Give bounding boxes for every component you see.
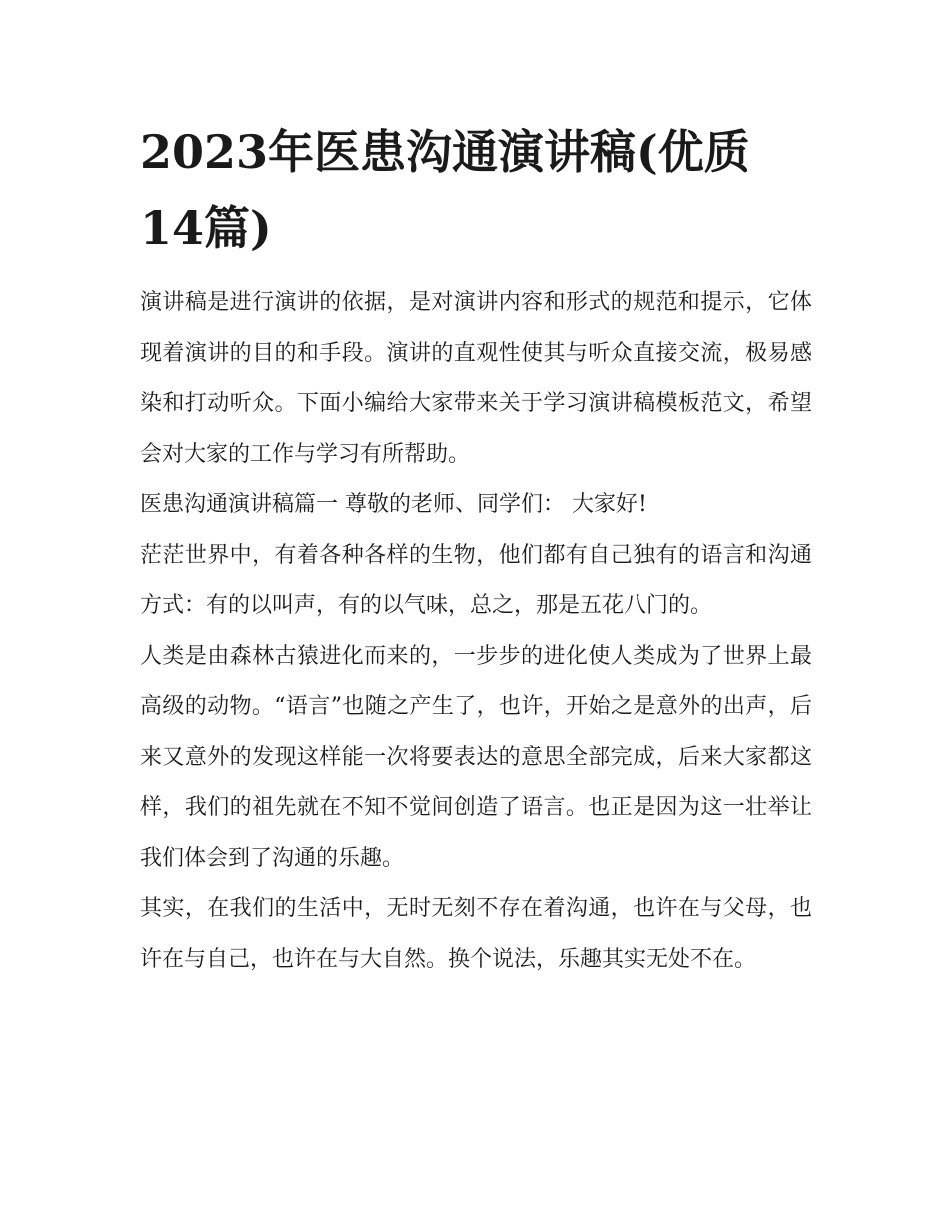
paragraph-body-2: 人类是由森林古猿进化而来的，一步步的进化使人类成为了世界上最高级的动物。“语言”也随之产生了，也许，开始之是意外的出声，后来又意外的发现这样能一次将要表达的意思全部完成，后来大家都这样，我们的祖先就在不知不觉间创造了语言。也正是因为这一壮举让我们体会到了沟通的乐趣。 bbox=[140, 643, 812, 871]
document-title: 2023年医患沟通演讲稿(优质14篇) bbox=[140, 125, 750, 255]
paragraph-body-3: 其实，在我们的生活中，无时无刻不存在着沟通，也许在与父母，也许在与自己，也许在与大自然。换个说法，乐趣其实无处不在。 bbox=[140, 896, 812, 972]
paragraph-body-1: 茫茫世界中，有着各种各样的生物，他们都有自己独有的语言和沟通方式：有的以叫声，有的以气味，总之，那是五花八门的。 bbox=[140, 542, 812, 618]
paragraph-salutation: 医患沟通演讲稿篇一 尊敬的老师、同学们： 大家好! bbox=[140, 492, 647, 517]
document-page bbox=[140, 114, 812, 985]
paragraph-intro: 演讲稿是进行演讲的依据，是对演讲内容和形式的规范和提示，它体现着演讲的目的和手段。演讲的直观性使其与听众直接交流，极易感染和打动听众。下面小编给大家带来关于学习演讲稿模板范文，希望会对大家的工作与学习有所帮助。 bbox=[140, 290, 812, 467]
